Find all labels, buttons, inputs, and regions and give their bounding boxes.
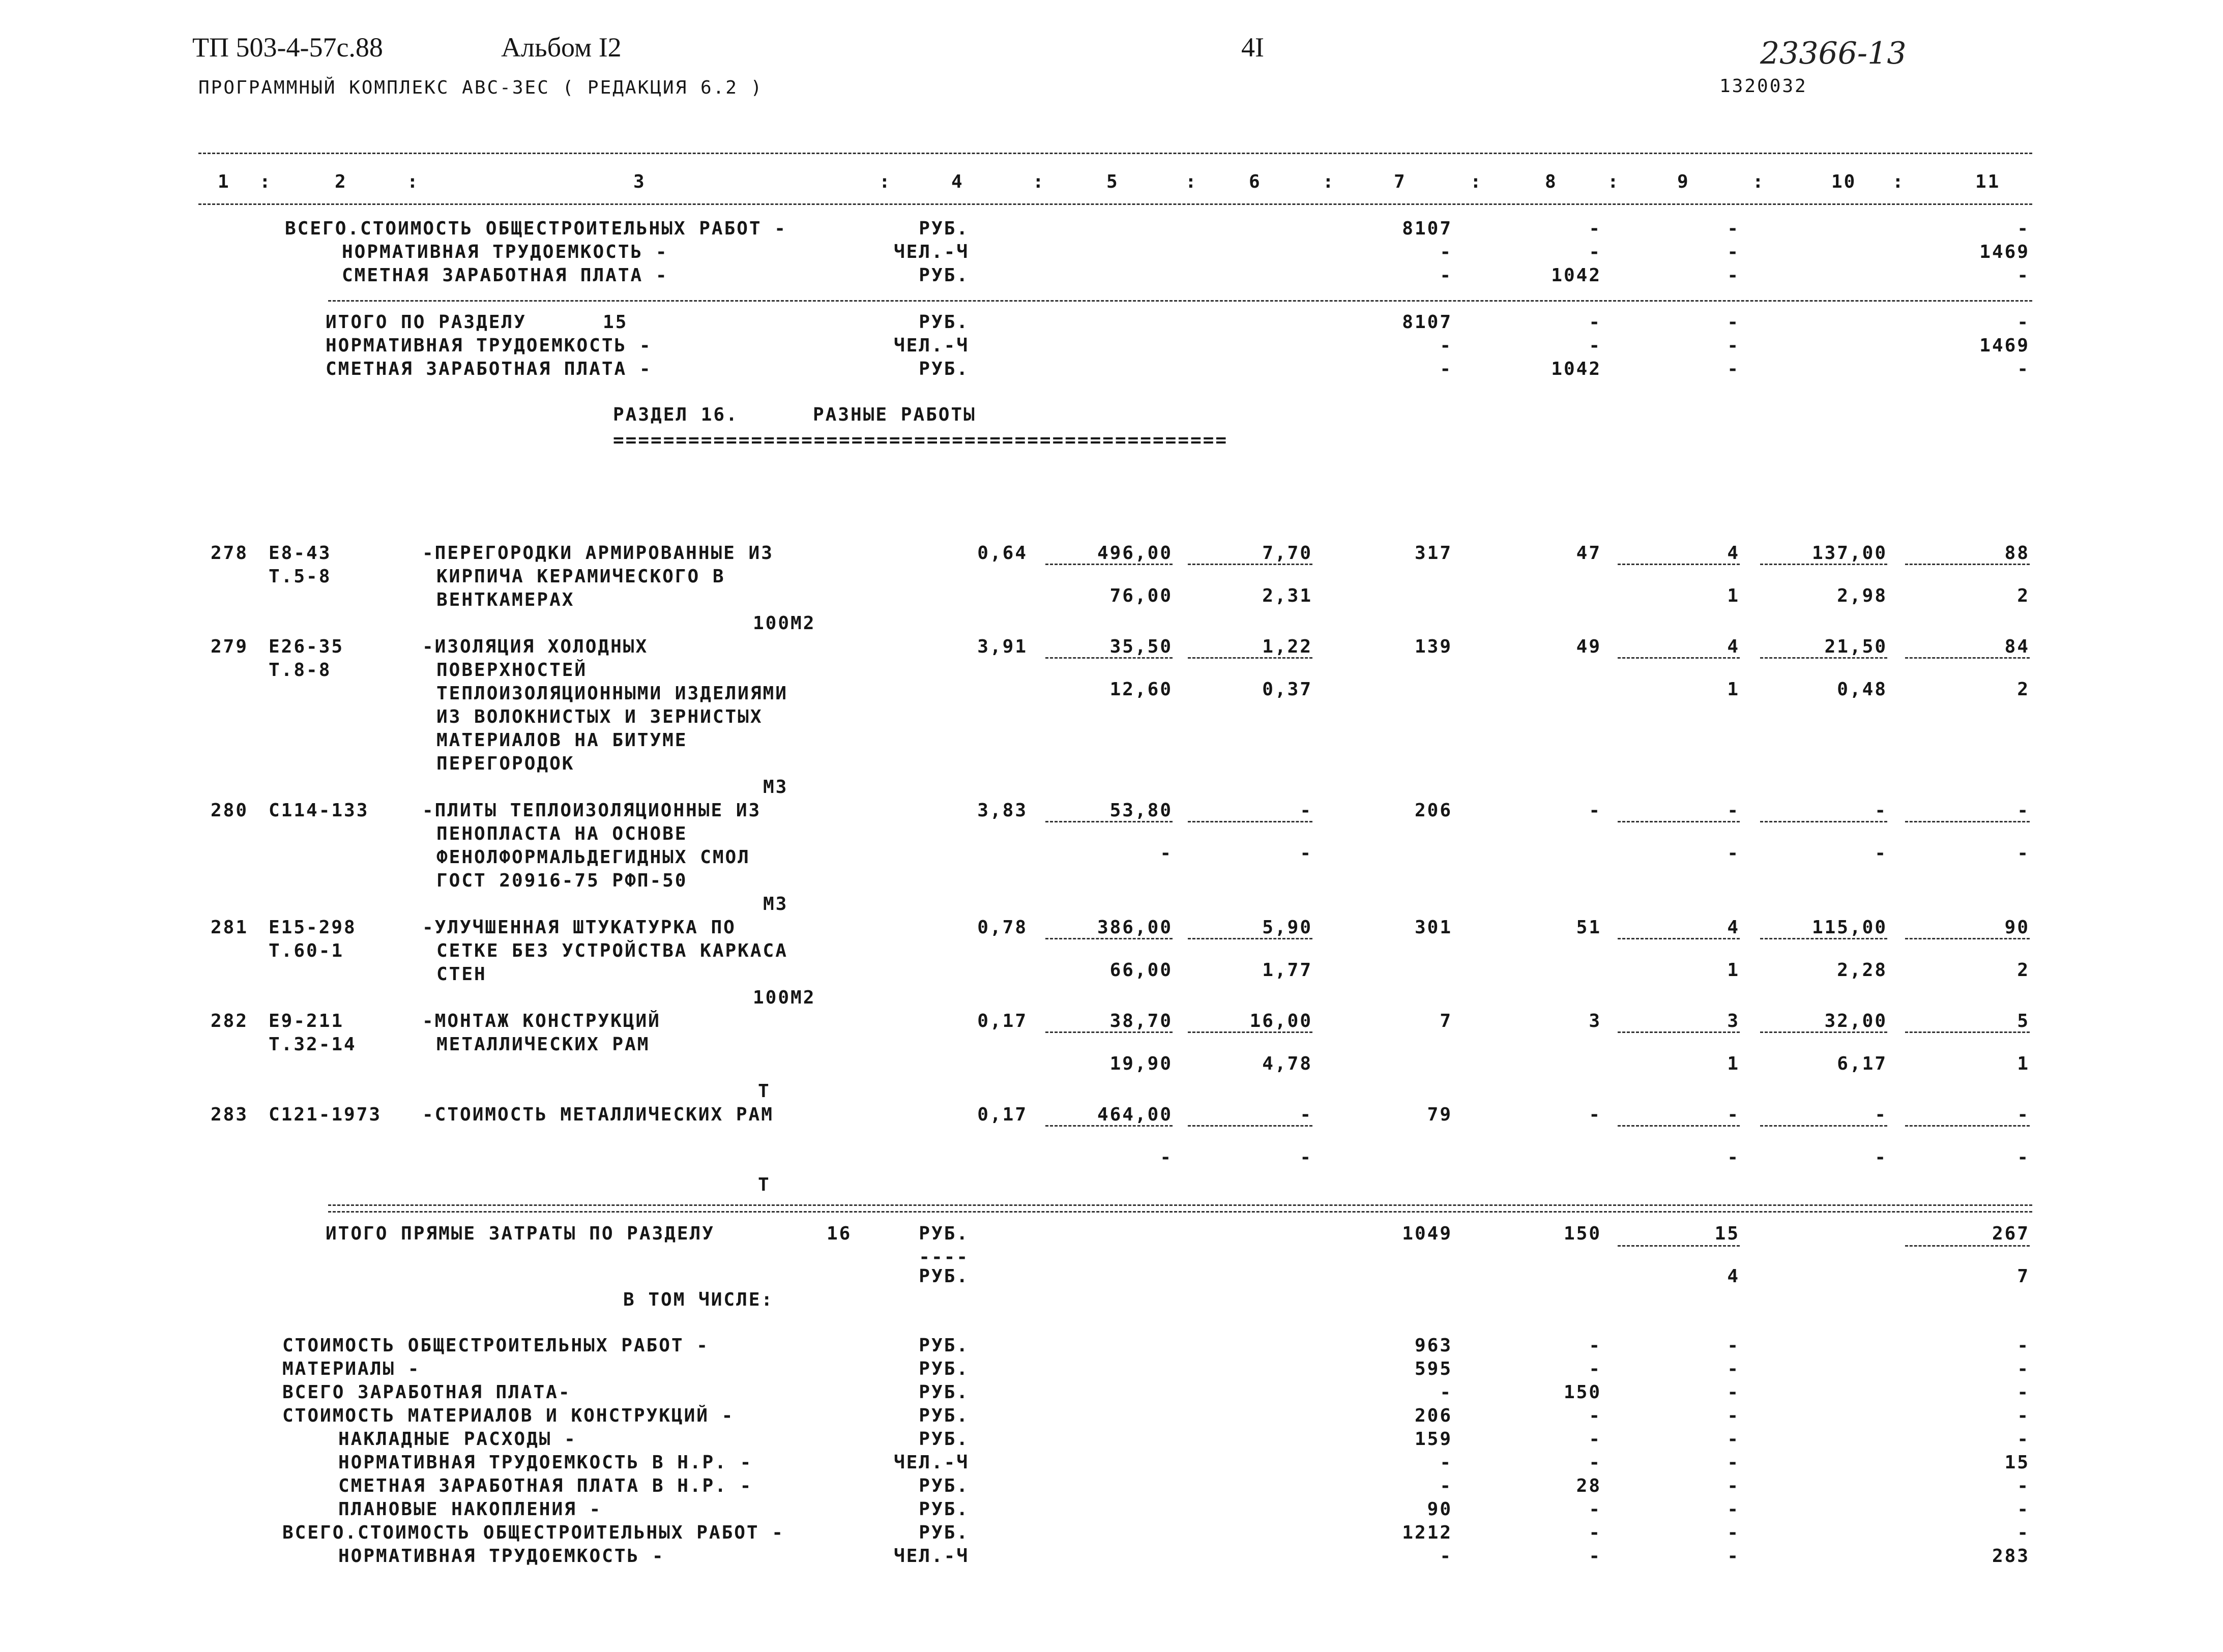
breakdown-unit: ЧЕЛ.-Ч [893, 1546, 969, 1567]
breakdown-col7: - [1440, 1476, 1452, 1496]
item-description-line: ТЕПЛОИЗОЛЯЦИОННЫМИ ИЗДЕЛИЯМИ [436, 683, 788, 704]
breakdown-col7: 159 [1414, 1429, 1452, 1450]
item-col9: - [1727, 800, 1740, 821]
item-col10: - [1875, 1104, 1887, 1125]
item-col9: 4 [1727, 543, 1740, 564]
section15-total-unit: РУБ. [919, 359, 969, 379]
column-separator: : [879, 171, 892, 192]
item-col11: 90 [2004, 917, 2030, 938]
section16-total-col11-sub: 7 [2017, 1266, 2030, 1287]
item-col9-sub: 1 [1727, 1053, 1740, 1074]
breakdown-label: НОРМАТИВНАЯ ТРУДОЕМКОСТЬ В Н.Р. - [338, 1452, 753, 1473]
breakdown-label: ПЛАНОВЫЕ НАКОПЛЕНИЯ - [338, 1499, 602, 1520]
previous-total-col11: - [2017, 265, 2030, 286]
item-unit-wage: 1,22 [1262, 636, 1312, 657]
item-unit-wage: 7,70 [1262, 543, 1312, 564]
item-description-line: ИЗ ВОЛОКНИСТЫХ И ЗЕРНИСТЫХ [436, 706, 763, 727]
breakdown-unit: РУБ. [919, 1405, 969, 1426]
breakdown-col11: - [2017, 1429, 2030, 1450]
item-quantity: 0,78 [977, 917, 1028, 938]
item-col11-sub: 2 [2017, 679, 2030, 700]
breakdown-col11: - [2017, 1522, 2030, 1543]
column-separator: : [1752, 171, 1765, 192]
breakdown-label: СТОИМОСТЬ ОБЩЕСТРОИТЕЛЬНЫХ РАБОТ - [282, 1335, 709, 1356]
column-number-2: 2 [335, 171, 347, 192]
section15-total-col11: - [2017, 359, 2030, 379]
breakdown-col9: - [1727, 1499, 1740, 1520]
breakdown-col11: 15 [2004, 1452, 2030, 1473]
item-number: 280 [210, 800, 248, 821]
section15-total-col7: - [1440, 335, 1452, 356]
item-description-line: -СТОИМОСТЬ МЕТАЛЛИЧЕСКИХ РАМ [422, 1104, 774, 1125]
section16-subrule [1618, 1245, 1740, 1247]
item-unit-wage: - [1300, 1104, 1312, 1125]
previous-total-col8: - [1589, 242, 1601, 262]
item-measure-unit: Т [758, 1174, 771, 1195]
item-quantity: 3,83 [977, 800, 1028, 821]
document-id: 1320032 [1719, 76, 1807, 97]
breakdown-label: НОРМАТИВНАЯ ТРУДОЕМКОСТЬ - [338, 1546, 665, 1567]
section15-total-col9: - [1727, 335, 1740, 356]
item-unit-wage-sub: 0,37 [1262, 679, 1312, 700]
item-subrule [1188, 1125, 1312, 1127]
item-code: С121-1973 [269, 1104, 382, 1125]
item-quantity: 0,17 [977, 1011, 1028, 1031]
section15-total-label: СМЕТНАЯ ЗАРАБОТНАЯ ПЛАТА - [326, 359, 652, 379]
breakdown-col11: - [2017, 1499, 2030, 1520]
item-description-line: ПОВЕРХНОСТЕЙ [436, 660, 588, 681]
previous-total-col11: - [2017, 218, 2030, 239]
breakdown-unit: РУБ. [919, 1359, 969, 1379]
breakdown-col8: - [1589, 1546, 1601, 1567]
program-line: ПРОГРАММНЫЙ КОМПЛЕКС АВС-ЗЕС ( РЕДАКЦИЯ 6.2 ) [198, 77, 764, 98]
item-subrule [1618, 1125, 1740, 1127]
column-number-11: 11 [1975, 171, 2001, 192]
summary-divider [328, 300, 2032, 302]
item-description-line: ФЕНОЛФОРМАЛЬДЕГИДНЫХ СМОЛ [436, 847, 750, 868]
item-total-wage: 3 [1589, 1011, 1601, 1031]
breakdown-col9: - [1727, 1359, 1740, 1379]
item-col10: 32,00 [1824, 1011, 1887, 1031]
item-measure-unit: М3 [763, 777, 788, 798]
item-subrule [1618, 821, 1740, 822]
item-measure-unit: Т [758, 1081, 771, 1102]
item-col10: 137,00 [1811, 543, 1887, 564]
item-quantity: 0,64 [977, 543, 1028, 564]
section-name: РАЗНЫЕ РАБОТЫ [813, 404, 976, 425]
breakdown-col8: - [1589, 1522, 1601, 1543]
column-number-8: 8 [1545, 171, 1558, 192]
item-unit-wage-sub: 4,78 [1262, 1053, 1312, 1074]
item-subrule [1618, 1031, 1740, 1033]
item-description-line: -ПЕРЕГОРОДКИ АРМИРОВАННЫЕ ИЗ [422, 543, 774, 564]
item-description-line: -МОНТАЖ КОНСТРУКЦИЙ [422, 1011, 661, 1031]
including-heading: В ТОМ ЧИСЛЕ: [623, 1289, 774, 1310]
item-total-wage: - [1589, 1104, 1601, 1125]
breakdown-col8: 150 [1563, 1382, 1601, 1403]
section16-total-unit2: РУБ. [919, 1266, 969, 1287]
item-unit-wage: - [1300, 800, 1312, 821]
item-description-line: СТЕН [436, 964, 487, 985]
item-subrule [1760, 938, 1887, 939]
section15-total-col11: 1469 [1979, 335, 2030, 356]
section15-total-unit: ЧЕЛ.-Ч [893, 335, 969, 356]
item-subrule [1045, 938, 1173, 939]
section15-total-col9: - [1727, 312, 1740, 333]
previous-total-unit: РУБ. [919, 218, 969, 239]
section16-total-label: ИТОГО ПРЯМЫЕ ЗАТРАТЫ ПО РАЗДЕЛУ [326, 1223, 715, 1244]
column-separator: : [1323, 171, 1335, 192]
breakdown-col9: - [1727, 1522, 1740, 1543]
previous-total-unit: РУБ. [919, 265, 969, 286]
item-subrule [1905, 564, 2030, 565]
item-col11-sub: 2 [2017, 960, 2030, 981]
breakdown-col9: - [1727, 1382, 1740, 1403]
item-col10-sub: 2,28 [1837, 960, 1887, 981]
handwritten-number: 23366-13 [1760, 36, 1907, 71]
item-subrule [1188, 1031, 1312, 1033]
item-description-line: -УЛУЧШЕННАЯ ШТУКАТУРКА ПО [422, 917, 736, 938]
item-subrule [1905, 1125, 2030, 1127]
item-col10: - [1875, 800, 1887, 821]
section15-total-col8: 1042 [1551, 359, 1601, 379]
item-col10-sub: 6,17 [1837, 1053, 1887, 1074]
section16-subrule [1905, 1245, 2030, 1247]
item-unit-price: 38,70 [1109, 1011, 1173, 1031]
item-col9: 3 [1727, 1011, 1740, 1031]
item-subrule [1188, 821, 1312, 822]
breakdown-col7: 1212 [1402, 1522, 1452, 1543]
item-unit-wage: 5,90 [1262, 917, 1312, 938]
section16-total-unit: РУБ. [919, 1223, 969, 1244]
item-total-cost: 317 [1414, 543, 1452, 564]
breakdown-label: МАТЕРИАЛЫ - [282, 1359, 421, 1379]
item-col9: 4 [1727, 917, 1740, 938]
breakdown-col7: - [1440, 1452, 1452, 1473]
breakdown-unit: РУБ. [919, 1499, 969, 1520]
item-subrule [1905, 657, 2030, 659]
item-total-cost: 301 [1414, 917, 1452, 938]
item-number: 279 [210, 636, 248, 657]
item-number: 283 [210, 1104, 248, 1125]
previous-total-label: НОРМАТИВНАЯ ТРУДОЕМКОСТЬ - [342, 242, 668, 262]
breakdown-col7: 595 [1414, 1359, 1452, 1379]
item-col10: 21,50 [1824, 636, 1887, 657]
item-code: Е26-35 [269, 636, 344, 657]
breakdown-col11: 283 [1992, 1546, 2030, 1567]
breakdown-label: СТОИМОСТЬ МАТЕРИАЛОВ И КОНСТРУКЦИЙ - [282, 1405, 735, 1426]
column-number-10: 10 [1831, 171, 1857, 192]
section15-total-col8: - [1589, 312, 1601, 333]
item-unit-price: 386,00 [1097, 917, 1173, 938]
item-code: Е9-211 [269, 1011, 344, 1031]
breakdown-col9: - [1727, 1476, 1740, 1496]
section15-total-col9: - [1727, 359, 1740, 379]
breakdown-label: ВСЕГО.СТОИМОСТЬ ОБЩЕСТРОИТЕЛЬНЫХ РАБОТ - [282, 1522, 784, 1543]
item-quantity: 0,17 [977, 1104, 1028, 1125]
item-subrule [1760, 1031, 1887, 1033]
item-unit-price-sub: 19,90 [1109, 1053, 1173, 1074]
column-separator: : [259, 171, 272, 192]
item-total-wage: 49 [1576, 636, 1601, 657]
previous-total-col8: 1042 [1551, 265, 1601, 286]
section-underline: ================================================= [613, 430, 1228, 451]
item-unit-wage: 16,00 [1249, 1011, 1312, 1031]
item-code-table: Т.32-14 [269, 1034, 357, 1055]
breakdown-col9: - [1727, 1405, 1740, 1426]
column-separator: : [1185, 171, 1198, 192]
column-separator: : [1607, 171, 1620, 192]
album-label: Альбом I2 [501, 32, 622, 63]
section16-total-col9: 15 [1714, 1223, 1740, 1244]
previous-total-label: ВСЕГО.СТОИМОСТЬ ОБЩЕСТРОИТЕЛЬНЫХ РАБОТ - [285, 218, 787, 239]
breakdown-col8: - [1589, 1405, 1601, 1426]
breakdown-col7: 90 [1427, 1499, 1452, 1520]
item-measure-unit: 100М2 [753, 613, 816, 634]
item-subrule [1760, 821, 1887, 822]
item-col9-sub: 1 [1727, 679, 1740, 700]
section15-total-col7: - [1440, 359, 1452, 379]
item-col10-sub: - [1875, 1147, 1887, 1168]
column-separator: : [1033, 171, 1045, 192]
column-separator: : [407, 171, 420, 192]
item-description-line: СЕТКЕ БЕЗ УСТРОЙСТВА КАРКАСА [436, 940, 788, 961]
item-subrule [1045, 1125, 1173, 1127]
breakdown-unit: ЧЕЛ.-Ч [893, 1452, 969, 1473]
breakdown-col9: - [1727, 1335, 1740, 1356]
item-unit-wage-sub: 2,31 [1262, 585, 1312, 606]
item-subrule [1045, 564, 1173, 565]
column-number-3: 3 [633, 171, 646, 192]
item-total-cost: 206 [1414, 800, 1452, 821]
item-subrule [1905, 1031, 2030, 1033]
item-col10: 115,00 [1811, 917, 1887, 938]
item-col9-sub: - [1727, 843, 1740, 864]
previous-total-col11: 1469 [1979, 242, 2030, 262]
breakdown-unit: РУБ. [919, 1476, 969, 1496]
column-number-6: 6 [1249, 171, 1262, 192]
breakdown-col11: - [2017, 1476, 2030, 1496]
item-code-table: Т.8-8 [269, 660, 332, 681]
document-code: ТП 503-4-57с.88 [192, 32, 383, 63]
breakdown-col7: - [1440, 1382, 1452, 1403]
breakdown-label: ВСЕГО ЗАРАБОТНАЯ ПЛАТА- [282, 1382, 571, 1403]
breakdown-col11: - [2017, 1405, 2030, 1426]
item-total-cost: 79 [1427, 1104, 1452, 1125]
item-col11-sub: 2 [2017, 585, 2030, 606]
section15-total-unit: РУБ. [919, 312, 969, 333]
section15-total-section-number: 15 [603, 312, 628, 333]
item-col9-sub: 1 [1727, 585, 1740, 606]
breakdown-col8: - [1589, 1452, 1601, 1473]
previous-total-col7: 8107 [1402, 218, 1452, 239]
breakdown-label: НАКЛАДНЫЕ РАСХОДЫ - [338, 1429, 577, 1450]
item-col9-sub: - [1727, 1147, 1740, 1168]
item-description-line: -ПЛИТЫ ТЕПЛОИЗОЛЯЦИОННЫЕ ИЗ [422, 800, 762, 821]
item-number: 281 [210, 917, 248, 938]
previous-total-label: СМЕТНАЯ ЗАРАБОТНАЯ ПЛАТА - [342, 265, 668, 286]
previous-total-col9: - [1727, 242, 1740, 262]
item-total-cost: 7 [1440, 1011, 1452, 1031]
breakdown-col7: 206 [1414, 1405, 1452, 1426]
item-col11: 5 [2017, 1011, 2030, 1031]
item-subrule [1760, 564, 1887, 565]
header-bottom-rule [198, 203, 2032, 205]
section16-total-col8: 150 [1563, 1223, 1601, 1244]
item-quantity: 3,91 [977, 636, 1028, 657]
item-description-line: ГОСТ 20916-75 РФП-50 [436, 870, 688, 891]
item-subrule [1045, 821, 1173, 822]
item-unit-price: 464,00 [1097, 1104, 1173, 1125]
item-description-line: ПЕНОПЛАСТА НА ОСНОВЕ [436, 823, 688, 844]
item-col11-sub: - [2017, 843, 2030, 864]
item-unit-price-sub: - [1160, 843, 1173, 864]
item-total-wage: 51 [1576, 917, 1601, 938]
breakdown-label: СМЕТНАЯ ЗАРАБОТНАЯ ПЛАТА В Н.Р. - [338, 1476, 753, 1496]
previous-total-unit: ЧЕЛ.-Ч [893, 242, 969, 262]
item-measure-unit: М3 [763, 894, 788, 914]
item-subrule [1760, 1125, 1887, 1127]
section16-total-separator: ---- [919, 1247, 969, 1267]
item-col11: 84 [2004, 636, 2030, 657]
previous-total-col9: - [1727, 265, 1740, 286]
previous-total-col9: - [1727, 218, 1740, 239]
item-col11: - [2017, 800, 2030, 821]
section16-total-rule [328, 1204, 2032, 1213]
section16-total-col9-sub: 4 [1727, 1266, 1740, 1287]
section15-total-label: ИТОГО ПО РАЗДЕЛУ [326, 312, 526, 333]
breakdown-unit: РУБ. [919, 1335, 969, 1356]
item-subrule [1905, 821, 2030, 822]
item-unit-wage-sub: - [1300, 1147, 1312, 1168]
breakdown-col11: - [2017, 1335, 2030, 1356]
item-subrule [1618, 938, 1740, 939]
breakdown-unit: РУБ. [919, 1429, 969, 1450]
item-unit-price: 53,80 [1109, 800, 1173, 821]
item-total-wage: - [1589, 800, 1601, 821]
section-title: РАЗДЕЛ 16. [613, 404, 739, 425]
section16-total-col7: 1049 [1402, 1223, 1452, 1244]
item-col11: - [2017, 1104, 2030, 1125]
item-subrule [1618, 564, 1740, 565]
column-number-5: 5 [1106, 171, 1119, 192]
breakdown-unit: РУБ. [919, 1522, 969, 1543]
item-total-cost: 139 [1414, 636, 1452, 657]
item-subrule [1760, 657, 1887, 659]
item-description-line: КИРПИЧА КЕРАМИЧЕСКОГО В [436, 566, 725, 587]
section15-total-label: НОРМАТИВНАЯ ТРУДОЕМКОСТЬ - [326, 335, 652, 356]
breakdown-col11: - [2017, 1382, 2030, 1403]
page-number: 4I [1241, 32, 1264, 63]
item-subrule [1188, 564, 1312, 565]
breakdown-col7: - [1440, 1546, 1452, 1567]
item-unit-price-sub: 76,00 [1109, 585, 1173, 606]
item-unit-price-sub: 12,60 [1109, 679, 1173, 700]
item-number: 282 [210, 1011, 248, 1031]
item-unit-price-sub: - [1160, 1147, 1173, 1168]
item-code: Е15-298 [269, 917, 357, 938]
item-subrule [1045, 1031, 1173, 1033]
breakdown-col9: - [1727, 1546, 1740, 1567]
item-col9: - [1727, 1104, 1740, 1125]
item-unit-wage-sub: 1,77 [1262, 960, 1312, 981]
item-measure-unit: 100М2 [753, 987, 816, 1008]
item-col10-sub: 2,98 [1837, 585, 1887, 606]
breakdown-col7: 963 [1414, 1335, 1452, 1356]
previous-total-col8: - [1589, 218, 1601, 239]
item-subrule [1188, 938, 1312, 939]
column-number-4: 4 [951, 171, 964, 192]
item-number: 278 [210, 543, 248, 564]
breakdown-col8: - [1589, 1499, 1601, 1520]
item-code-table: Т.60-1 [269, 940, 344, 961]
item-unit-price-sub: 66,00 [1109, 960, 1173, 981]
table-top-rule [198, 153, 2032, 154]
section15-total-col8: - [1589, 335, 1601, 356]
column-number-1: 1 [218, 171, 230, 192]
breakdown-col8: 28 [1576, 1476, 1601, 1496]
item-col11: 88 [2004, 543, 2030, 564]
section15-total-col11: - [2017, 312, 2030, 333]
item-col9-sub: 1 [1727, 960, 1740, 981]
item-code: Е8-43 [269, 543, 332, 564]
item-col10-sub: 0,48 [1837, 679, 1887, 700]
item-description-line: -ИЗОЛЯЦИЯ ХОЛОДНЫХ [422, 636, 649, 657]
item-subrule [1618, 657, 1740, 659]
section15-total-col7: 8107 [1402, 312, 1452, 333]
breakdown-col9: - [1727, 1452, 1740, 1473]
item-total-wage: 47 [1576, 543, 1601, 564]
breakdown-col11: - [2017, 1359, 2030, 1379]
section16-total-number: 16 [827, 1223, 852, 1244]
section16-total-col11: 267 [1992, 1223, 2030, 1244]
previous-total-col7: - [1440, 265, 1452, 286]
item-unit-price: 496,00 [1097, 543, 1173, 564]
previous-total-col7: - [1440, 242, 1452, 262]
item-unit-wage-sub: - [1300, 843, 1312, 864]
item-col10-sub: - [1875, 843, 1887, 864]
item-subrule [1905, 938, 2030, 939]
column-separator: : [1470, 171, 1483, 192]
item-subrule [1188, 657, 1312, 659]
item-description-line: МЕТАЛЛИЧЕСКИХ РАМ [436, 1034, 650, 1055]
item-description-line: ПЕРЕГОРОДОК [436, 753, 575, 774]
breakdown-unit: РУБ. [919, 1382, 969, 1403]
item-col11-sub: 1 [2017, 1053, 2030, 1074]
column-number-9: 9 [1677, 171, 1690, 192]
item-unit-price: 35,50 [1109, 636, 1173, 657]
item-description-line: МАТЕРИАЛОВ НА БИТУМЕ [436, 730, 688, 751]
item-code-table: Т.5-8 [269, 566, 332, 587]
breakdown-col8: - [1589, 1359, 1601, 1379]
item-subrule [1045, 657, 1173, 659]
breakdown-col8: - [1589, 1335, 1601, 1356]
item-col11-sub: - [2017, 1147, 2030, 1168]
item-col9: 4 [1727, 636, 1740, 657]
column-separator: : [1892, 171, 1905, 192]
column-number-7: 7 [1394, 171, 1407, 192]
item-code: С114-133 [269, 800, 369, 821]
breakdown-col8: - [1589, 1429, 1601, 1450]
breakdown-col9: - [1727, 1429, 1740, 1450]
item-description-line: ВЕНТКАМЕРАХ [436, 589, 575, 610]
